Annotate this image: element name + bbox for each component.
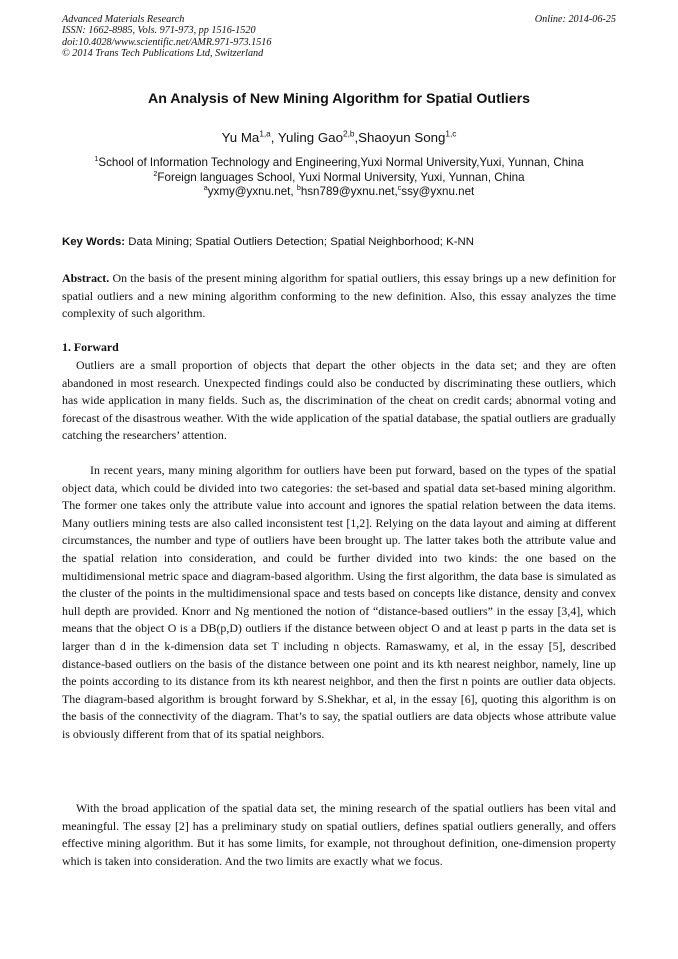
journal-header: [62, 14, 616, 60]
author-name: Yu Ma: [221, 130, 260, 145]
keywords: [62, 236, 616, 248]
affiliation-1: $^1$School of Information Technology and Engineering,Yuxi Normal University,Yuxi, Yunnan, China: [94, 154, 584, 169]
abstract: [62, 270, 616, 323]
abstract-label: Abstract.: [62, 271, 110, 285]
paragraph: With the broad application of the spatial data set, the mining research of the spatial outliers has been vital and meaningful. The essay [2] has a preliminary study on spatial outliers, defines spatial outliers generally, and offers effective mining algorithm. But it has some limits, for example, not throughout definition, one-dimension property which is taken into consideration. And the two limits are exactly what we focus.: [62, 801, 616, 868]
paragraph: In recent years, many mining algorithm for outliers have been put forward, based on the types of the spatial object data, which could be divided into two categories: the set-based and spatial data set-based mining algorithm. The former one takes only the attribute value into account and ignores the spatial relation between the data items. Many outliers mining tests are also called inconsistent test [1,2]. Relying on the data layout and aiming at different circumstances, the number and type of outliers have been brought up. The latter takes both the attribute value and the spatial relation into consideration, and could be further divided into two kinds: the one based on the multidimensional metric space and diagram-based algorithm. Using the first algorithm, the data base is simulated as the cluster of the points in the multidimensional space and tests based on concepts like distance, density and convex hull depth are provided. Knorr and Ng mentioned the notion of “distance-based outliers” in the essay [3,4], which means that the object O is a DB(p,D) outliers if the distance between object O and at least p parts in the data set is larger than d in the k-dimension data set T including n objects. Ramaswamy, et al, in the essay [5], described distance-based outliers on the basis of the distance between one point and its kth nearest neighbor, namely, line up the points according to its distance from its kth nearest neighbor, and then the first n points are outlier data objects. The diagram-based algorithm is brought forward by S.Shekhar, et al, in the essay [6], quoting this algorithm is on the basis of the connectivity of the diagram. That’s to say, the spatial outliers are data objects whose attribute value is obviously different from that of its spatial neighbors.: [62, 463, 616, 741]
email-link: ssy@yxnu.net: [401, 185, 475, 199]
author-list: [62, 130, 616, 145]
paragraph: Outliers are a small proportion of objects that depart the other objects in the data set; and they are often abandoned in most research. Unexpected findings could also be conducted by discriminating these outliers, which has wide application in many fields. Such as, the discrimination of the cheat on credit cards; abnormal voting and forecast of the disastrous weather. With the wide application of the spatial database, the spatial outliers are gradually catching the researchers’ attention.: [62, 358, 616, 443]
journal-name: Advanced Materials Research: [62, 14, 185, 25]
author-affiliation-marker: 2,b: [342, 129, 355, 139]
section-heading: 1. Forward: [62, 340, 119, 354]
author-affiliation-marker: 1,c: [445, 129, 457, 139]
author-affiliation-marker: 1,a: [259, 129, 271, 139]
author-name: ,Shaoyun Song: [354, 130, 446, 145]
keywords-label: Key Words:: [62, 236, 126, 248]
email-link: hsn789@yxnu.net,: [300, 185, 398, 199]
keywords-text: Data Mining; Spatial Outliers Detection; Spatial Neighborhood; K-NN: [125, 236, 474, 248]
issn-line: ISSN: 1662-8985, Vols. 971-973, pp 1516-1520: [62, 25, 256, 37]
email-link: yxmy@yxnu.net,: [207, 185, 297, 199]
author-emails: $^a$yxmy@yxnu.net, $^b$hsn789@yxnu.net,$^c$ssy@yxnu.net: [203, 183, 475, 199]
affiliations: [62, 156, 616, 200]
author-name: , Yuling Gao: [270, 130, 343, 145]
copyright-line: © 2014 Trans Tech Publications Ltd, Switzerland: [62, 48, 264, 60]
doi-line: doi:10.4028/www.scientific.net/AMR.971-973.1516: [62, 36, 272, 48]
online-date: Online: 2014-06-25: [534, 14, 616, 25]
paper-title: An Analysis of New Mining Algorithm for Spatial Outliers: [147, 91, 531, 107]
abstract-text: On the basis of the present mining algorithm for spatial outliers, this essay brings up a new definition for spatial outliers and a new mining algorithm conforming to the new definition. Also, this essay analyzes the time complexity of such algorithm.: [62, 271, 616, 321]
affiliation-2: $^2$Foreign languages School, Yuxi Normal University, Yuxi, Yunnan, China: [153, 168, 525, 184]
